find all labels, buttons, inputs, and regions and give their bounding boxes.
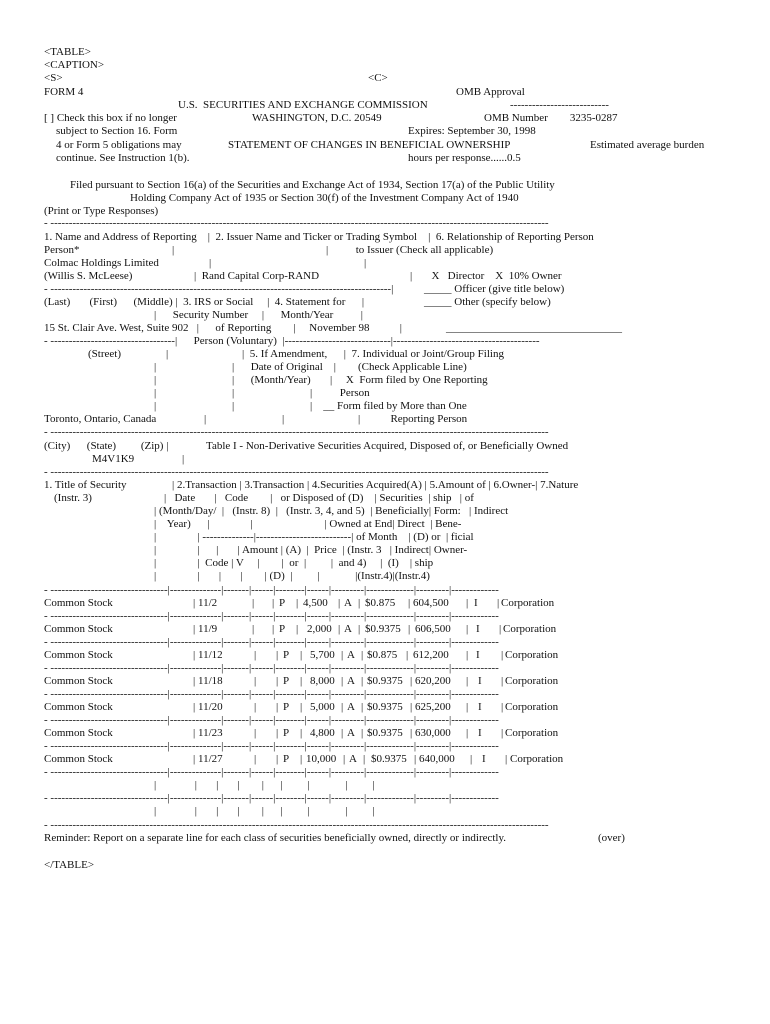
pipe: |	[296, 597, 299, 609]
pipe: |	[276, 701, 279, 713]
pipe: |	[193, 649, 196, 661]
transaction-date: 11/18	[198, 675, 223, 687]
pipe: |	[505, 753, 508, 765]
street-address: 15 St. Clair Ave. West, Suite 902 | of Reporting | November 98 |	[44, 322, 402, 334]
pipe: |	[501, 701, 504, 713]
reminder: Reminder: Report on a separate line for each class of securities beneficially owned, directly or indirectly.	[44, 832, 507, 844]
pipe: |	[343, 753, 346, 765]
pipe: |	[501, 649, 504, 661]
row-separator: - --------------------------------|--------------|-------|------|--------|------|---------|-------------|---------|-------------	[44, 740, 499, 752]
row-separator: - --------------------------------|--------------|-------|------|--------|------|---------|-------------|---------|-------------	[44, 792, 499, 804]
amount-owned: 620,200	[415, 675, 451, 687]
pipe: |	[358, 623, 361, 635]
table-i-title: Table I - Non-Derivative Securities Acquired, Disposed of, or Beneficially Owned	[206, 440, 569, 452]
pipe: |	[276, 753, 279, 765]
divider: |	[154, 400, 157, 412]
check-box-line-3: 4 or Form 5 obligations may	[56, 139, 182, 151]
pipe: |	[408, 623, 411, 635]
pipe: |	[466, 597, 469, 609]
pipe: |	[300, 675, 303, 687]
pipe: |	[408, 597, 411, 609]
acquired-disposed: A	[344, 597, 352, 609]
pipe: |	[193, 701, 196, 713]
omb-number: OMB Number 3235-0287	[484, 112, 618, 124]
pipe: |	[466, 649, 469, 661]
divider: |	[182, 453, 185, 465]
pipe: |	[497, 597, 500, 609]
expires: Expires: September 30, 1998	[408, 125, 536, 137]
to-issuer-label: | to Issuer (Check all applicable)	[326, 244, 494, 256]
pipe: |	[254, 675, 257, 687]
price: $0.9375	[367, 727, 403, 739]
nature-of-ownership: Corporation	[505, 727, 559, 739]
ownership-form: I	[476, 649, 480, 661]
pipe: |	[276, 649, 279, 661]
security-title: Common Stock	[44, 649, 113, 661]
other-blank: ________________________________	[446, 322, 622, 334]
divider: |	[166, 348, 169, 360]
transaction-code: P	[283, 727, 290, 739]
instr-3-label: (Instr. 3)	[54, 492, 92, 504]
hours-per-response: hours per response......0.5	[408, 152, 521, 164]
price: $0.9375	[371, 753, 407, 765]
price: $0.875	[365, 597, 396, 609]
divider: |	[172, 244, 175, 256]
pipe: |	[254, 649, 257, 661]
pipe: |	[254, 753, 257, 765]
relationship-director-owner: | X Director X 10% Owner	[410, 270, 562, 282]
nature-of-ownership: Corporation	[505, 675, 559, 687]
column-headers-line-1: | 2.Transaction | 3.Transaction | 4.Securities Acquired(A) | 5.Amount of | 6.Owner-| 7.Nature	[172, 479, 579, 491]
statement-title: STATEMENT OF CHANGES IN BENEFICIAL OWNERSHIP	[228, 139, 511, 151]
person-label: | Person	[310, 387, 370, 399]
pipe: |	[466, 701, 469, 713]
city-address: Toronto, Ontario, Canada	[44, 413, 157, 425]
reporting-person-contact: (Willis S. McLeese)	[44, 270, 133, 282]
pipe: |	[300, 727, 303, 739]
nature-of-ownership: Corporation	[510, 753, 564, 765]
amendment-filing-label: | 5. If Amendment, | 7. Individual or Joint/Group Filing	[242, 348, 504, 360]
pipe: |	[499, 623, 502, 635]
column-headers-line-6: | | | | Amount | (A) | Price | (Instr. 3 | Indirect| Owner-	[154, 544, 468, 556]
row-separator: - --------------------------------|--------------|-------|------|--------|------|---------|-------------|---------|-------------	[44, 688, 499, 700]
amount: 4,800	[310, 727, 335, 739]
transaction-code: P	[283, 701, 290, 713]
ownership-form: I	[482, 753, 486, 765]
column-headers-line-2: | Date | Code | or Disposed of (D) | Securities | ship | of	[164, 492, 474, 504]
filed-pursuant: Filed pursuant to Section 16(a) of the Securities and Exchange Act of 1934, Section 17(a) of the Public Utility	[70, 179, 555, 191]
date-of-original: | Date of Original | (Check Applicable Line)	[232, 361, 467, 373]
transaction-date: 11/23	[198, 727, 223, 739]
acquired-disposed: A	[349, 753, 357, 765]
nature-of-ownership: Corporation	[503, 623, 557, 635]
pipe: |	[276, 675, 279, 687]
transaction-code: P	[283, 753, 290, 765]
amount-owned: 606,500	[415, 623, 451, 635]
pipe: |	[363, 753, 366, 765]
pipe: |	[276, 727, 279, 739]
amount-owned: 612,200	[413, 649, 449, 661]
nature-of-ownership: Corporation	[505, 649, 559, 661]
more-than-one-line: | __ Form filed by More than One	[310, 400, 467, 412]
pipe: |	[341, 649, 344, 661]
acquired-disposed: A	[347, 649, 355, 661]
over-label: (over)	[598, 832, 625, 844]
amount: 2,000	[307, 623, 332, 635]
divider: |	[154, 387, 157, 399]
nature-of-ownership: Corporation	[505, 701, 559, 713]
print-type: (Print or Type Responses)	[44, 205, 159, 217]
divider: |	[154, 374, 157, 386]
omb-rule: ---------------------------	[510, 99, 609, 111]
pipe: |	[338, 597, 341, 609]
pipe: |	[300, 753, 303, 765]
security-number-label: | Security Number | Month/Year |	[154, 309, 363, 321]
divider: |	[209, 257, 212, 269]
officer-line: _____ Officer (give title below)	[424, 283, 565, 295]
pipe: |	[252, 597, 255, 609]
rule: - ----------------------------------| Person (Voluntary) |-----------------------------|----------------------------------------	[44, 335, 540, 347]
pipe: |	[361, 649, 364, 661]
security-title: Common Stock	[44, 753, 113, 765]
holding-company-act: Holding Company Act of 1935 or Section 30(f) of the Investment Company Act of 1940	[130, 192, 519, 204]
divider: |	[232, 387, 235, 399]
amount-owned: 625,200	[415, 701, 451, 713]
price: $0.9375	[367, 675, 403, 687]
c-tag: <C>	[368, 72, 388, 84]
column-headers-line-4: | Year) | | | Owned at End| Direct | Bene-	[154, 518, 462, 530]
divider: |	[154, 361, 157, 373]
pipe: |	[361, 675, 364, 687]
pipe: |	[193, 675, 196, 687]
rule: - ---------------------------------------------------------------------------------------------|	[44, 283, 394, 295]
person-label: Person*	[44, 244, 80, 256]
security-title: Common Stock	[44, 675, 113, 687]
pipe: |	[300, 649, 303, 661]
transaction-date: 11/2	[198, 597, 218, 609]
divider: |	[282, 413, 285, 425]
amount: 4,500	[303, 597, 328, 609]
divider: |	[232, 400, 235, 412]
caption-tag: <CAPTION>	[44, 59, 105, 71]
amount: 5,700	[310, 649, 335, 661]
pipe: |	[410, 727, 413, 739]
pipe: |	[254, 701, 257, 713]
form-number: FORM 4	[44, 86, 84, 98]
security-title: Common Stock	[44, 701, 113, 713]
name-parts-labels: (Last) (First) (Middle) | 3. IRS or Social | 4. Statement for |	[44, 296, 365, 308]
zip-code: M4V1K9	[92, 453, 135, 465]
ownership-form: I	[478, 675, 482, 687]
pipe: |	[466, 727, 469, 739]
other-line: _____ Other (specify below)	[424, 296, 551, 308]
pipe: |	[466, 623, 469, 635]
pipe: |	[466, 675, 469, 687]
transaction-date: 11/20	[198, 701, 223, 713]
pipe: |	[470, 753, 473, 765]
check-box-line: [ ] Check this box if no longer	[44, 112, 177, 124]
row-separator: - --------------------------------|--------------|-------|------|--------|------|---------|-------------|---------|-------------	[44, 610, 499, 622]
pipe: |	[193, 597, 196, 609]
issuer-name: | Rand Capital Corp-RAND	[194, 270, 320, 282]
s-tag: <S>	[44, 72, 63, 84]
omb-approval: OMB Approval	[456, 86, 525, 98]
pipe: |	[414, 753, 417, 765]
pipe: |	[410, 675, 413, 687]
pipe: |	[338, 623, 341, 635]
pipe: |	[501, 675, 504, 687]
pipe: |	[341, 675, 344, 687]
security-title: Common Stock	[44, 727, 113, 739]
acquired-disposed: A	[347, 701, 355, 713]
security-title: Common Stock	[44, 623, 113, 635]
transaction-code: P	[283, 649, 290, 661]
amount: 8,000	[310, 675, 335, 687]
pipe: |	[358, 597, 361, 609]
pipe: |	[341, 727, 344, 739]
rule: - ----------------------------------------------------------------------------------------------------------------------------------------	[44, 426, 549, 438]
nature-of-ownership: Corporation	[501, 597, 555, 609]
row-separator: - --------------------------------|--------------|-------|------|--------|------|---------|-------------|---------|-------------	[44, 766, 499, 778]
rule: - ----------------------------------------------------------------------------------------------------------------------------------------	[44, 466, 549, 478]
acquired-disposed: A	[344, 623, 352, 635]
pipe: |	[341, 701, 344, 713]
pipe: |	[272, 623, 275, 635]
amount: 10,000	[306, 753, 337, 765]
washington: WASHINGTON, D.C. 20549	[252, 112, 382, 124]
pipe: |	[272, 597, 275, 609]
commission-title: U.S. SECURITIES AND EXCHANGE COMMISSION	[178, 99, 428, 111]
amount-owned: 604,500	[413, 597, 449, 609]
divider: |	[204, 413, 207, 425]
city-state-zip-labels: (City) (State) (Zip) |	[44, 440, 169, 452]
transaction-date: 11/27	[198, 753, 223, 765]
pipe: |	[406, 649, 409, 661]
divider: |	[364, 257, 367, 269]
blank-row-pipes: | | | | | | | | |	[154, 805, 375, 817]
transaction-code: P	[279, 623, 286, 635]
acquired-disposed: A	[347, 727, 355, 739]
row-separator: - --------------------------------|--------------|-------|------|--------|------|---------|-------------|---------|-------------	[44, 662, 499, 674]
burden: Estimated average burden	[590, 139, 705, 151]
ownership-form: I	[476, 623, 480, 635]
column-headers-line-5: | | --------------|--------------------------| of Month | (D) or | ficial	[154, 531, 474, 543]
transaction-date: 11/12	[198, 649, 223, 661]
row-separator: - --------------------------------|--------------|-------|------|--------|------|---------|-------------|---------|-------------	[44, 636, 499, 648]
section-header-1-2-6: 1. Name and Address of Reporting | 2. Issuer Name and Ticker or Trading Symbol | 6. Relationship of Reporting Person	[44, 231, 594, 243]
column-headers-line-8: | | | | | (D) | | |(Instr.4)|(Instr.4)	[154, 570, 430, 582]
month-year-one-reporting: | (Month/Year) | X Form filed by One Reporting	[232, 374, 488, 386]
ownership-form: I	[478, 701, 482, 713]
table-tag: <TABLE>	[44, 46, 91, 58]
check-box-line-4: continue. See Instruction 1(b).	[56, 152, 190, 164]
street-label: (Street)	[88, 348, 121, 360]
amount: 5,000	[310, 701, 335, 713]
reporting-person-name: Colmac Holdings Limited	[44, 257, 159, 269]
rule: - --------------------------------|--------------|-------|------|--------|------|---------|-------------|---------|-------------	[44, 584, 499, 596]
amount-owned: 630,000	[415, 727, 451, 739]
end-table-tag: </TABLE>	[44, 859, 95, 871]
pipe: |	[410, 701, 413, 713]
pipe: |	[501, 727, 504, 739]
pipe: |	[193, 753, 196, 765]
transaction-code: P	[283, 675, 290, 687]
blank-row-pipes: | | | | | | | | |	[154, 779, 375, 791]
security-title: Common Stock	[44, 597, 113, 609]
price: $0.9375	[365, 623, 401, 635]
amount-owned: 640,000	[419, 753, 455, 765]
ownership-form: I	[474, 597, 478, 609]
footer-rule: - ----------------------------------------------------------------------------------------------------------------------------------------	[44, 819, 549, 831]
check-box-line-2: subject to Section 16. Form	[56, 125, 178, 137]
pipe: |	[296, 623, 299, 635]
price: $0.875	[367, 649, 398, 661]
column-headers-line-7: | | Code | V | | or | | and 4) | (I) | ship	[154, 557, 434, 569]
transaction-date: 11/9	[198, 623, 218, 635]
pipe: |	[193, 727, 196, 739]
rule: - ----------------------------------------------------------------------------------------------------------------------------------------	[44, 217, 549, 229]
ownership-form: I	[478, 727, 482, 739]
pipe: |	[252, 623, 255, 635]
transaction-code: P	[279, 597, 286, 609]
pipe: |	[361, 727, 364, 739]
pipe: |	[254, 727, 257, 739]
price: $0.9375	[367, 701, 403, 713]
column-header-title: 1. Title of Security	[44, 479, 127, 491]
acquired-disposed: A	[347, 675, 355, 687]
pipe: |	[361, 701, 364, 713]
reporting-person-line: | Reporting Person	[358, 413, 468, 425]
column-headers-line-3: | (Month/Day/ | (Instr. 8) | (Instr. 3, 4, and 5) | Beneficially| Form: | Indirect	[154, 505, 509, 517]
pipe: |	[300, 701, 303, 713]
row-separator: - --------------------------------|--------------|-------|------|--------|------|---------|-------------|---------|-------------	[44, 714, 499, 726]
pipe: |	[193, 623, 196, 635]
